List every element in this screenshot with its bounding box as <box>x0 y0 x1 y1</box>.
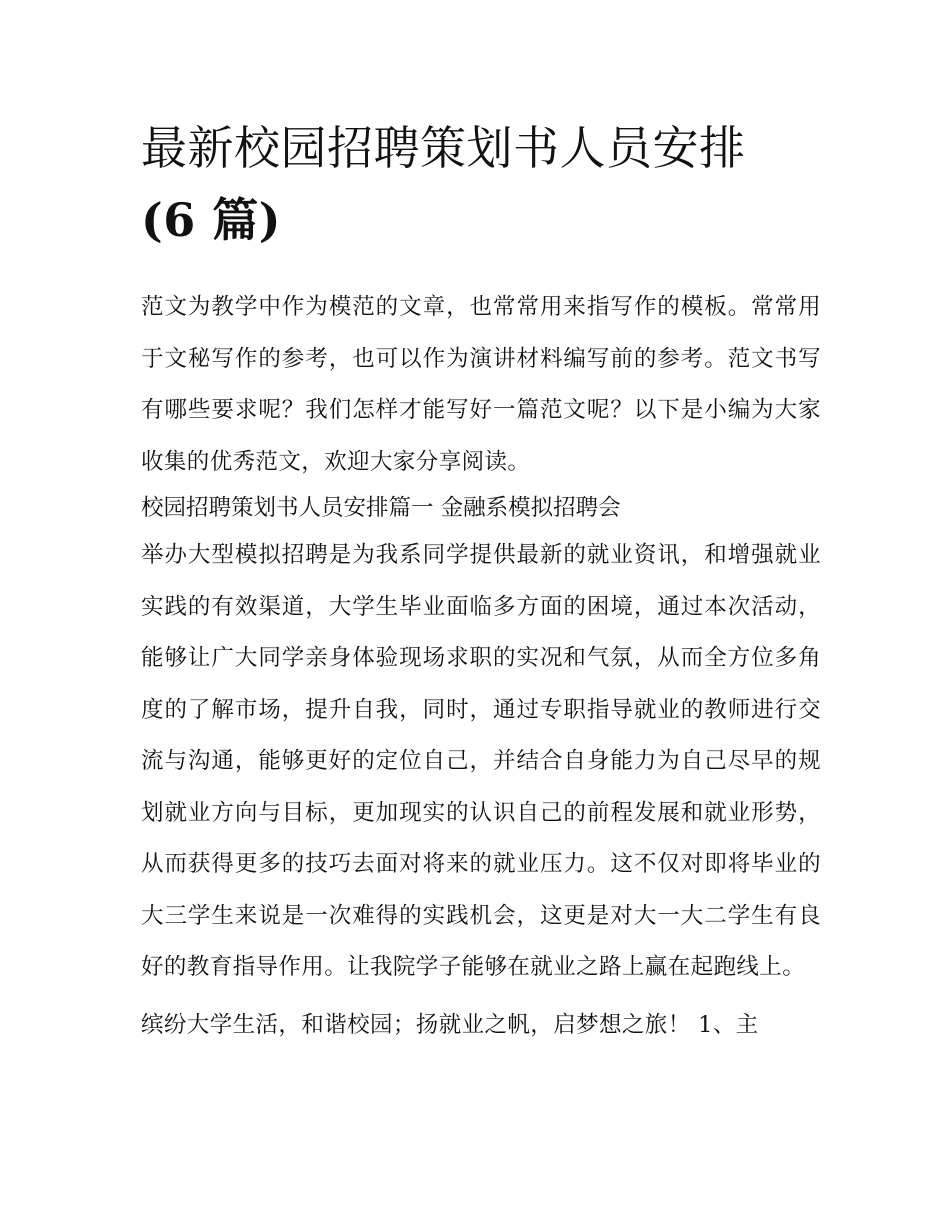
document-content <box>141 112 821 1051</box>
intro-paragraph: 范文为教学中作为模范的文章，也常常用来指写作的模板。常常用于文秘写作的参考，也可以作为演讲材料编写前的参考。范文书写有哪些要求呢？我们怎样才能写好一篇范文呢？以下是小编为大家收集的优秀范文，欢迎大家分享阅读。 <box>141 294 821 475</box>
document-title <box>141 112 821 256</box>
closing-line: 缤纷大学生活，和谐校园；扬就业之帆，启梦想之旅！ 1、主 <box>141 1011 759 1038</box>
title-suffix: (6 篇) <box>141 193 282 247</box>
title-main: 最新校园招聘策划书人员安排 <box>141 121 746 175</box>
body-paragraph: 举办大型模拟招聘是为我系同学提供最新的就业资讯，和增强就业实践的有效渠道，大学生毕业面临多方面的困境，通过本次活动，能够让广大同学亲身体验现场求职的实况和气氛，从而全方位多角度的了解市场，提升自我，同时，通过专职指导就业的教师进行交流与沟通，能够更好的定位自己，并结合自身能力为自己尽早的规划就业方向与目标，更加现实的认识自己的前程发展和就业形势，从而获得更多的技巧去面对将来的就业压力。这不仅对即将毕业的大三学生来说是一次难得的实践机会，这更是对大一大二学生有良好的教育指导作用。让我院学子能够在就业之路上赢在起跑线上。 <box>141 542 821 980</box>
section-heading: 校园招聘策划书人员安排篇一 金融系模拟招聘会 <box>141 495 621 521</box>
